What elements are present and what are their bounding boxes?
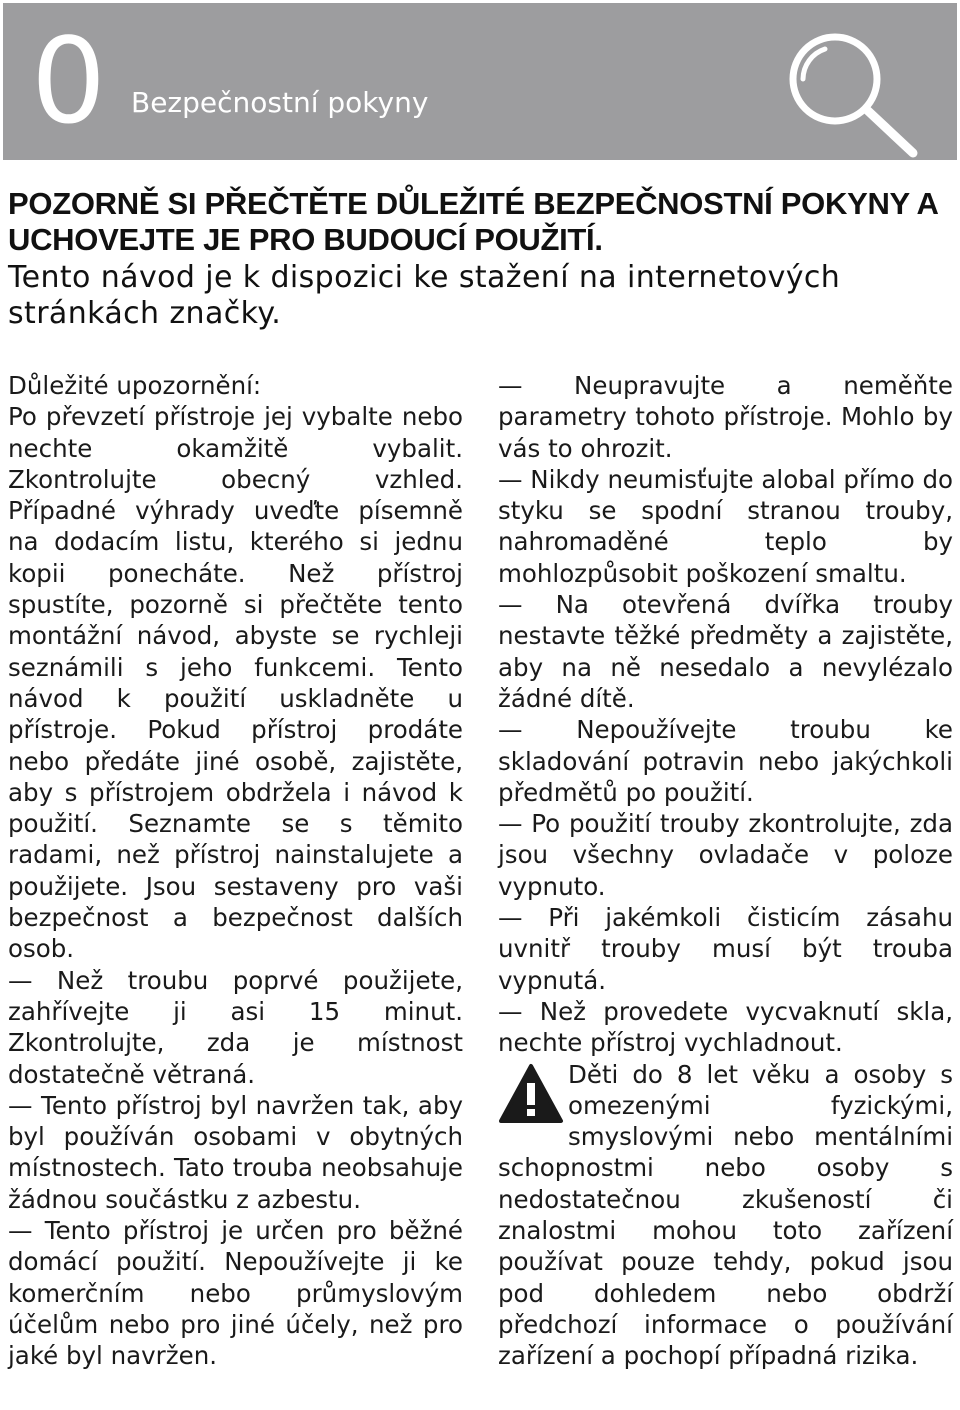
safety-item: — Tento přístroj byl navržen tak, aby byl používán osobami v obytných místnostech. Tato trouba neobsahuje žádnou součástku z azbestu. <box>8 1090 463 1214</box>
safety-item: — Na otevřená dvířka trouby nestavte těžké předměty a zajistěte, aby na ně nesedalo a nevylézalo žádné dítě. <box>498 590 953 713</box>
important-notice-body: Po převzetí přístroje jej vybalte nebo nechte okamžitě vybalit. Zkontrolujte obecný vzhled. Případné výhrady uveďte písemně na dodacím listu, kterého si jednu kopii ponecháte. Než přístroj spustíte, pozorně si přečtěte tento montážní návod, abyste se rychleji seznámili s jeho funkcemi. Tento návod k použití uskladněte u přístroje. Pokud přístroj prodáte nebo předáte jiné osobě, zajistěte, aby s přístrojem obdržela i návod k použití. Seznamte se s těmito radami, než přístroj nainstalujete a použijete. Jsou sestaveny pro vaši bezpečnost a bezpečnost dalších osob. <box>8 402 463 964</box>
important-notice-paragraph <box>8 370 463 965</box>
chapter-header <box>3 3 957 160</box>
warning-triangle-icon <box>498 1063 564 1125</box>
safety-item: — Nepoužívejte troubu ke skladování potravin nebo jakýchkoli předmětů po použití. <box>498 715 953 807</box>
intro-title: POZORNĚ SI PŘEČTĚTE DŮLEŽITÉ BEZPEČNOSTNÍ POKYNY A UCHOVEJTE JE PRO BUDOUCÍ POUŽITÍ. <box>8 186 938 257</box>
magnifier-icon <box>773 21 923 161</box>
safety-item: — Nikdy neumisťujte alobal přímo do styku se spodní stranou trouby, nahromaděné teplo by mohlozpůsobit poškození smaltu. <box>498 464 954 588</box>
child-warning-text: Děti do 8 let věku a osoby s omezenými fyzickými, smyslovými nebo mentálními schopnostmi nebo osoby s nedostatečnou zkušeností či znalostmi mohou toto zařízení používat pouze tehdy, pokud jsou pod dohledem nebo obdrží předchozí informace o používání zařízení a pochopí případná rizika. <box>498 1059 953 1371</box>
safety-item: — Tento přístroj je určen pro běžné domácí použití. Nepoužívejte ji ke komerčním nebo průmyslovým účelům nebo pro jiné účely, než pro jaké byl navržen. <box>8 1216 463 1371</box>
safety-item: — Než provedete vycvaknutí skla, nechte přístroj vychladnout. <box>498 996 953 1058</box>
safety-item: — Neupravujte a neměňte parametry tohoto přístroje. Mohlo by vás to ohrozit. <box>498 371 953 463</box>
left-column <box>8 370 463 1372</box>
child-warning-paragraph <box>498 1059 953 1372</box>
intro-note: Tento návod je k dispozici ke stažení na internetových stránkách značky. <box>8 260 841 331</box>
chapter-title: Bezpečnostní pokyny <box>131 86 429 119</box>
important-notice-label: Důležité upozornění <box>8 371 253 400</box>
safety-item: — Při jakémkoli čisticím zásahu uvnitř trouby musí být trouba vypnutá. <box>498 903 953 995</box>
right-column <box>498 370 953 1372</box>
label-colon: : <box>252 371 262 400</box>
safety-item: — Po použití trouby zkontrolujte, zda jsou všechny ovladače v poloze vypnuto. <box>498 809 953 901</box>
chapter-number: 0 <box>31 12 107 150</box>
safety-item: — Než troubu poprvé použijete, zahřívejte ji asi 15 minut. Zkontrolujte, zda je místnost dostatečně větraná. <box>8 965 463 1089</box>
